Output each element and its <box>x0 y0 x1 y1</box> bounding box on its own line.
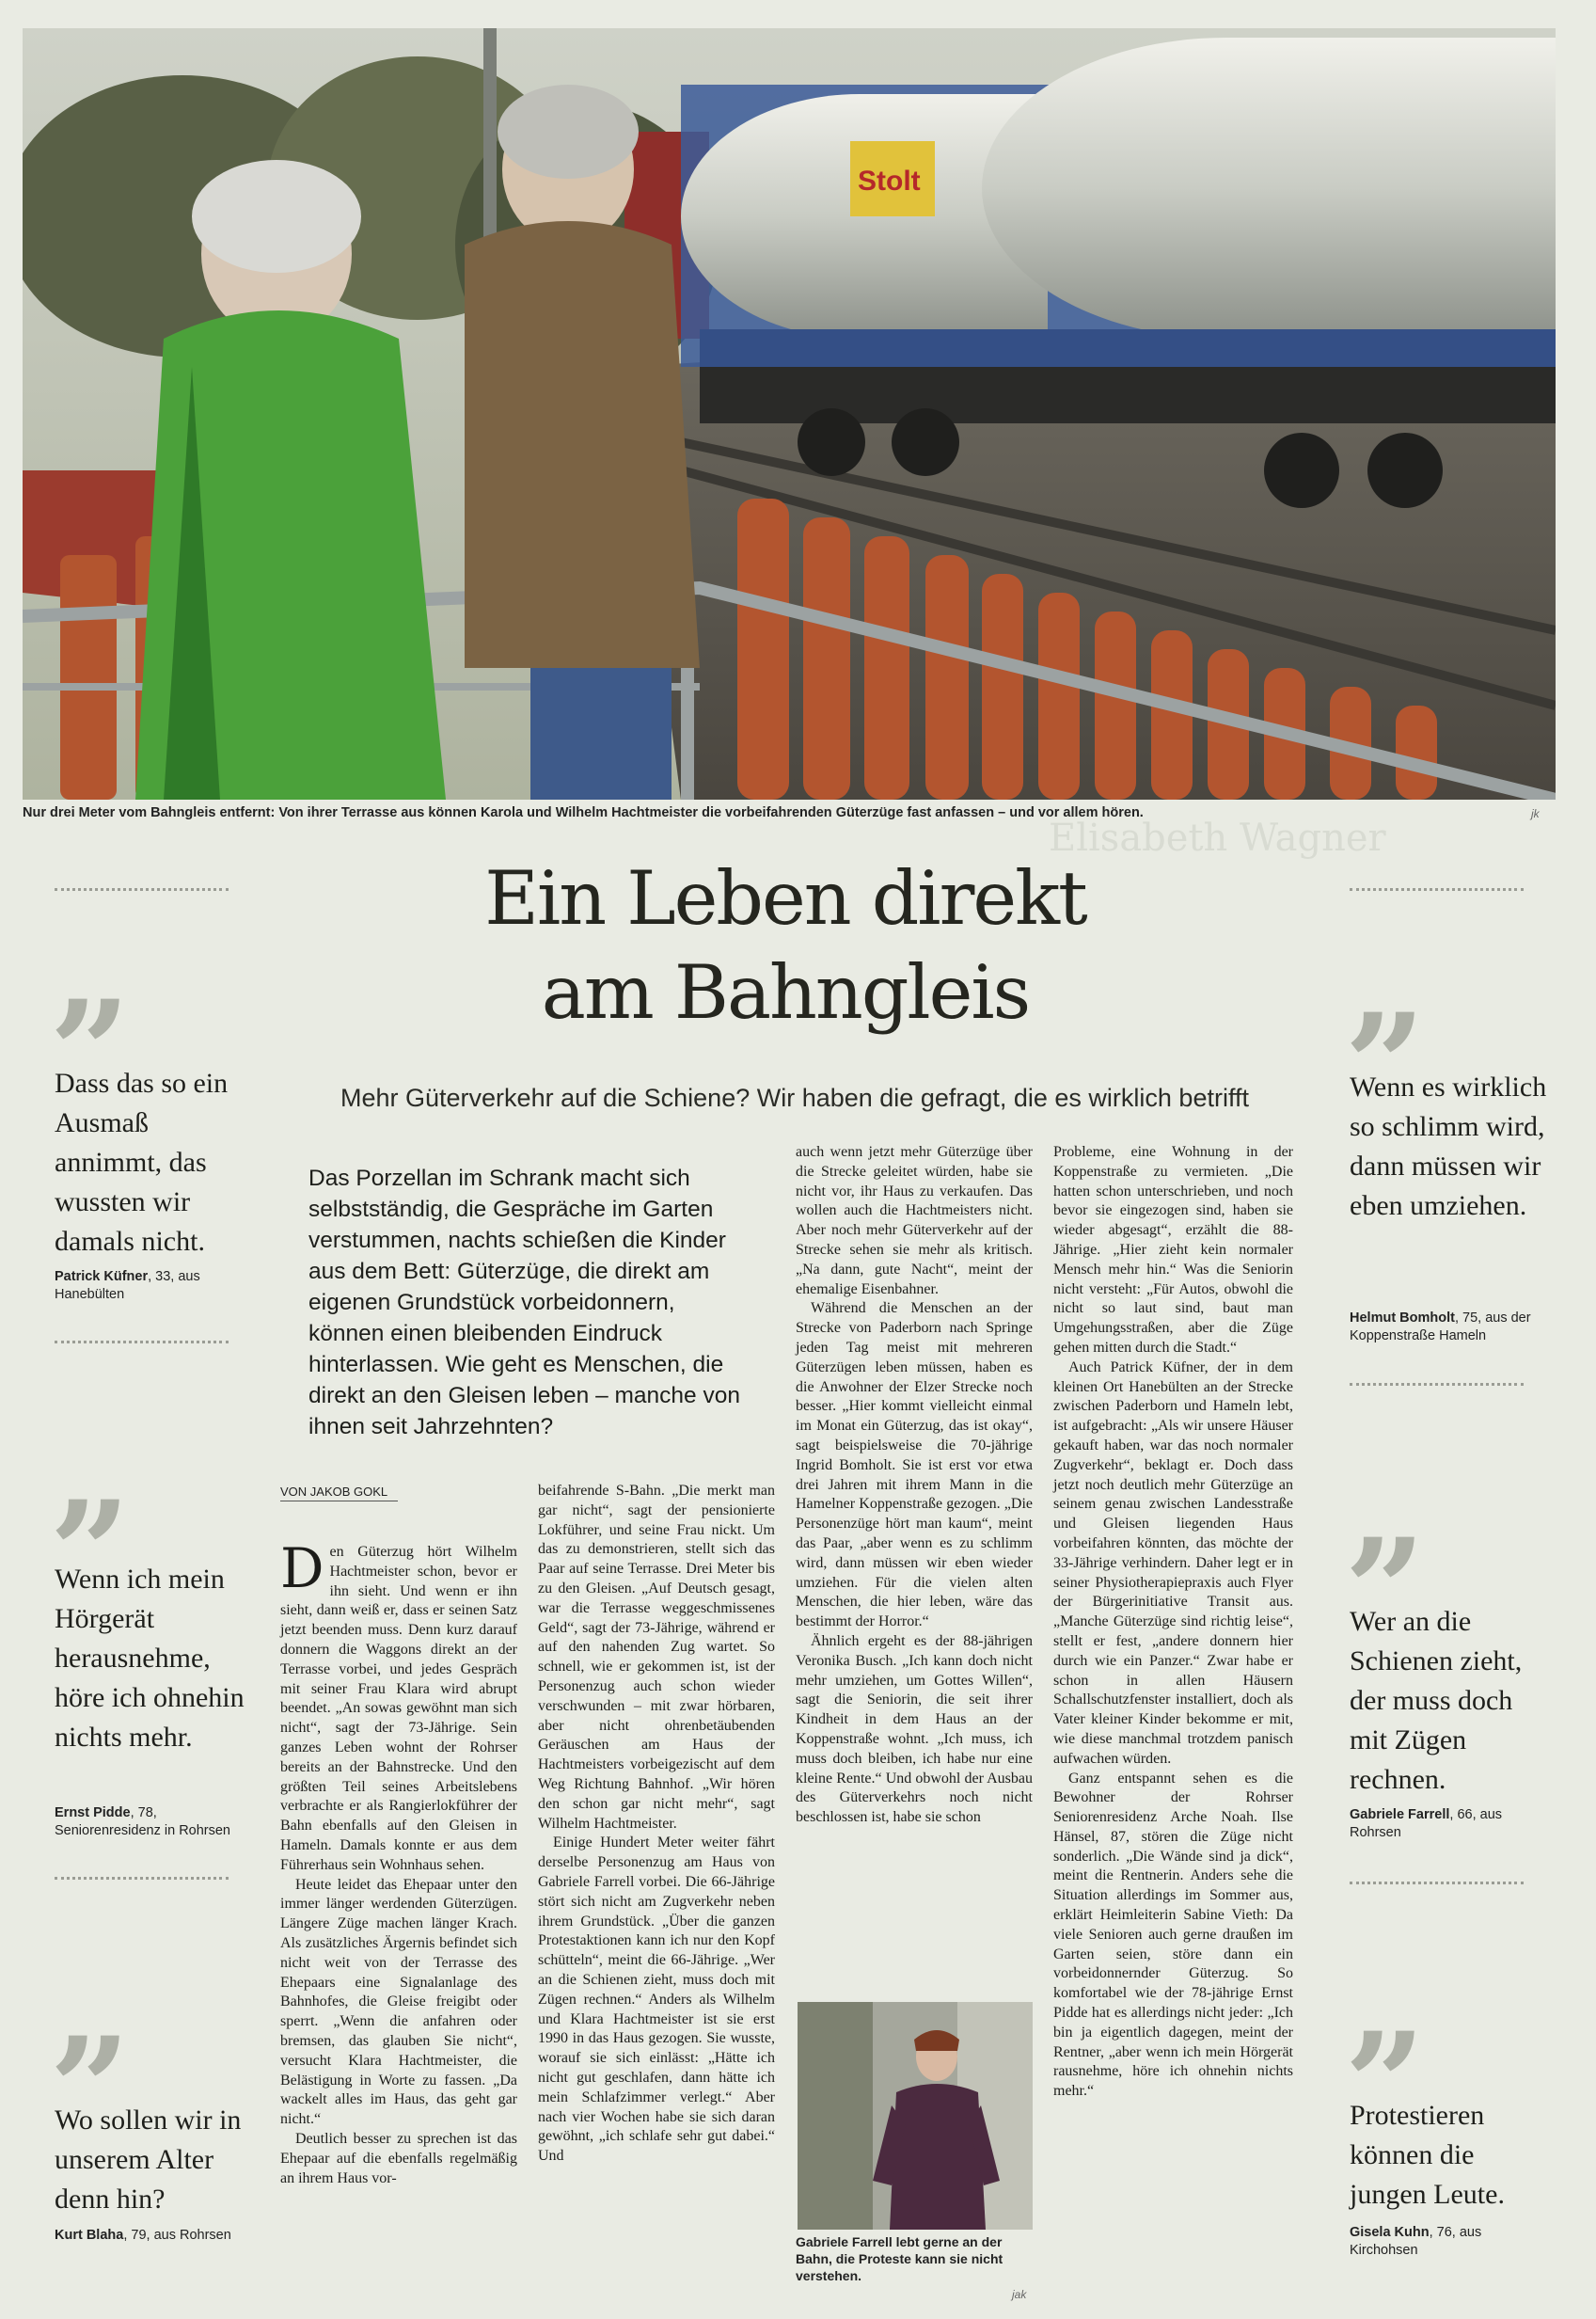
subheadline: Mehr Güterverkehr auf die Schiene? Wir haben die gefragt, die es wirklich betrifft <box>340 1084 1249 1112</box>
photo-credit: jk <box>1531 807 1540 820</box>
article-paragraph: beifahrende S-Bahn. „Die merkt man gar nicht“, sagt der pensionierte Lokführer, und seine Frau nickt. Um das zu demonstrieren, stellt sich das Paar auf seine Terrasse. Drei Meter bis zu den Gleisen. „Auf Deutsch gesagt, war die Terrasse weggeschmissenes Geld“, sagt der 73-Jährige, während er auf den nahenden Zug wartet. So schnell, wie er gekommen ist, ist der Personenzug auch schon wieder verschwunden – mit zwar hörbaren, aber nicht ohrenbetäubenden Geräuschen am Haus der Hachtmeisters vorbeigezischt auf dem Weg Richtung Bahnhof. „Wir hören den schon gar nicht mehr“, sagt Wilhelm Hachtmeister. <box>538 1483 775 1832</box>
quote-author-name: Helmut Bomholt <box>1350 1310 1455 1326</box>
quote-text: Wenn ich mein Hörgerät herausnehme, höre ich ohnehin nichts mehr. <box>55 1564 245 1753</box>
quote-text: Dass das so ein Ausmaß annimmt, das wussten wir damals nicht. <box>55 1068 229 1257</box>
article-column-3 <box>796 1143 1033 1828</box>
portrait-caption: Gabriele Farrell lebt gerne an der Bahn, die Proteste kann sie nicht verstehen. <box>796 2234 1003 2283</box>
article-paragraph: Auch Patrick Küfner, der in dem kleinen Ort Hanebülten an der Strecke zwischen Paderborn und Hameln lebt, ist aufgebracht: „Als wir unsere Häuser gekauft haben, war das noch normaler Zugverkehr“, beklagt er. Doch dass jetzt noch deutlich mehr Güterzüge an seinem genau zwischen Landesstraße und Gleisen liegenden Haus vorbeifahren könnten, das möchte der 33-Jährige verhindern. Daher legt er in seiner Physiotherapiepraxis auch Flyer der Bürgerinitiative Transit aus. „Manche Güterzüge sind richtig leise“, stellt er fest, „andere donnern hier durch wie ein Panzer.“ Zwar habe er schon in allen Häusern Schallschutzfenster installiert, doch als Vater kleiner Kinder bekomme er mit, wie diese manchmal trotzdem panisch aufwachen würden. <box>1053 1358 1293 1767</box>
article-paragraph: auch wenn jetzt mehr Güterzüge über die Strecke geleitet würden, habe sie nicht vor, ihr Haus zu verkaufen. Das wollen auch die Hachtmeisters nicht. Aber noch mehr Güterverkehr auf der Strecke sehen sie mehr als kritisch. „Na dann, gute Nacht“, meint der ehemalige Eisenbahner. <box>796 1144 1033 1297</box>
quote-author-name: Ernst Pidde <box>55 1805 131 1820</box>
quote-author-name: Kurt Blaha <box>55 2228 124 2243</box>
quote-author-info: , 78, Seniorenresidenz in Rohrsen <box>55 1805 230 1838</box>
quote-divider <box>1350 1882 1524 1884</box>
lead-paragraph: Das Porzellan im Schrank macht sich selbstständig, die Gespräche im Garten verstummen, nachts schießen die Kinder aus dem Bett: Güterzüge, die direkt am eigenen Grundstück vorbeidonnern, können einen bleibenden Eindruck hinterlassen. Wie geht es Menschen, die direkt an den Gleisen leben – manche von ihnen seit Jahrzehnten? <box>308 1166 740 1439</box>
quote-divider <box>1350 888 1524 891</box>
quote-mark-icon: „ <box>52 1926 134 2091</box>
article-column-4 <box>1053 1143 1293 2102</box>
train-photo-illustration <box>23 28 1556 800</box>
quote-text: Protestieren können die jungen Leute. <box>1350 2100 1505 2210</box>
quote-author-info: , 79, aus Rohrsen <box>123 2228 231 2243</box>
quote-text: Wo sollen wir in unserem Alter denn hin? <box>55 2105 242 2215</box>
quote-text: Wenn es wirklich so schlimm wird, dann müssen wir eben umziehen. <box>1350 1072 1547 1221</box>
quote-author <box>1350 1806 1552 1842</box>
headline-line-1: Ein Leben direkt <box>484 855 1086 942</box>
quote-mark-icon: „ <box>1347 902 1429 1068</box>
headline <box>273 851 1298 1040</box>
bleed-through-text: Elisabeth Wagner <box>1049 817 1386 860</box>
article-paragraph: Einige Hundert Meter weiter fährt derselbe Personenzug am Haus von Gabriele Farrell vorbei. Die 66-Jährige stört sich nicht am Zugverkehr neben ihrem Grundstück. „Über die ganzen Protestaktionen kann ich nur den Kopf schütteln“, meint die 66-Jährige. „Wer an die Schienen zieht, muss doch mit Zügen rechnen.“ Anders als Wilhelm und Klara Hachtmeister ist sie erst 1990 in das Haus gezogen. Sie wusste, worauf sie sich einlässt: „Hätte ich nicht gut geschlafen, dann hätte ich mein Schlafzimmer verlegt.“ Aber nach vier Wochen habe sie sich daran gewöhnt, „ich schlafe sehr gut dabei.“ Und <box>538 1835 775 2165</box>
article-paragraph: Probleme, eine Wohnung in der Koppenstraße zu vermieten. „Die hatten schon unterschrieben, und noch bevor sie eingezogen sind, haben sie wieder abgesagt“, erzählt die 88-Jährige. „Hier zieht kein normaler Mensch mehr hin.“ Was die Seniorin nicht versteht: „Für Autos, obwohl die nicht so laut sind, baut man Umgehungsstraßen, aber die Züge gehen mitten durch die Stadt.“ <box>1053 1144 1293 1356</box>
quote-mark-icon: „ <box>1347 1921 1429 2087</box>
article-column-2 <box>538 1482 775 2167</box>
article-paragraph-text: en Güterzug hört Wilhelm Hachtmeister schon, bevor er ihn sieht. Und wenn er ihn sieht, dann weiß er, dass er seinen Satz jetzt beenden muss. Denn kurz darauf donnern die Waggons direkt an der Terrasse vorbei, und jedes Gespräch mit seiner Frau Klara wird abrupt beendet. „An sowas gewöhnt man sich nicht“, sagt der 73-Jährige. Sein ganzes Leben wohnt der Rohrser bereits an der Bahnstrecke. Und den größten Teil seines Arbeitslebens verbrachte er als Rangierlokführer der Bahn ebenfalls auf den Gleisen in Hameln. Damals konnte er aus dem Führerhaus sein Wohnhaus sehen. <box>280 1544 517 1873</box>
quote-divider <box>55 1877 229 1880</box>
article-paragraph: Deutlich besser zu sprechen ist das Ehepaar auf die ebenfalls regelmäßig an ihrem Haus vor- <box>280 2130 517 2186</box>
quote-author <box>55 1268 243 1304</box>
quote-author-info: , 76, aus Kirchohsen <box>1350 2225 1482 2258</box>
quote-mark-icon: „ <box>52 889 134 1055</box>
article-column-1 <box>280 1536 517 2188</box>
drop-cap: D <box>280 1536 324 1600</box>
quote-author <box>1350 2224 1552 2260</box>
quote-mark-icon: „ <box>1347 1427 1429 1593</box>
headline-line-2: am Bahngleis <box>541 949 1030 1036</box>
quote-author <box>55 2227 243 2245</box>
article-paragraph: Während die Menschen an der Strecke von Paderborn nach Springe jeden Tag meist mit mehreren Güterzügen leben müssen, haben es die Anwohner der Elzer Strecke noch besser. „Hier kommt vielleicht einmal im Monat ein Güterzug, das ist okay“, sagt beispielsweise die 70-jährige Ingrid Bomholt. Sie ist erst vor etwa drei Jahren mit ihrem Mann in die Hamelner Koppenstraße gezogen. „Die Personenzüge hört man kaum“, meint das Paar, „aber wenn es zu schlimm wird, dann müssen wir eben wieder umziehen. Für die vielen alten Menschen, die hier leben, wäre das bestimmt der Horror.“ <box>796 1300 1033 1630</box>
main-photo <box>23 28 1556 800</box>
portrait-credit: jak <box>1012 2288 1027 2301</box>
quote-divider <box>1350 1383 1524 1386</box>
quote-author-info: , 66, aus Rohrsen <box>1350 1807 1503 1840</box>
article-paragraph <box>280 1536 517 1876</box>
quote-divider <box>55 1341 229 1343</box>
quote-author <box>55 1804 243 1840</box>
portrait-photo <box>798 2002 1033 2230</box>
quote-author-info: , 75, aus der Koppenstraße Hameln <box>1350 1310 1531 1343</box>
tank-label: Stolt <box>858 166 921 197</box>
article-paragraph: Ganz entspannt sehen es die Bewohner der Rohrser Seniorenresidenz Arche Noah. Ilse Hänsel, 87, stören die Züge nicht sonderlich. „Die Wände sind ja dick“, meint die Rentnerin. Anders sehe die Situation allerdings im Sommer aus, erklärt Heimleiterin Sabine Vieth: Da viele Senioren auch gerne draußen im Garten seien, störe dann ein vorbeidonnernder Güterzug. So komfortabel wie der 78-jährige Ernst Pidde hat es allerdings nicht jeder: „Ich bin ja eigentlich dagegen, meint der Rentner, „aber wenn ich mein Hörgerät rausnehme, höre ich ohnehin nichts mehr.“ <box>1053 1770 1293 2100</box>
quote-mark-icon: „ <box>52 1390 134 1555</box>
quote-author-info: , 33, aus Hanebülten <box>55 1269 200 1302</box>
quote-author-name: Gabriele Farrell <box>1350 1807 1450 1822</box>
article-paragraph: Ähnlich ergeht es der 88-jährigen Veronika Busch. „Ich kann doch nicht mehr umziehen, um Gottes Willen“, sagt die Seniorin, die seit ihrer Kindheit in dem Haus an der Koppenstraße wohnt. „Ich muss, ich muss doch bleiben, ich habe nur eine kleine Rente.“ Und obwohl der Ausbau des Güterverkehrs noch nicht beschlossen ist, habe sie schon <box>796 1632 1033 1826</box>
quote-author-name: Patrick Küfner <box>55 1269 149 1284</box>
quote-text: Wer an die Schienen zieht, der muss doch mit Zügen rechnen. <box>1350 1606 1523 1795</box>
quote-author-name: Gisela Kuhn <box>1350 2225 1430 2240</box>
photo-caption: Nur drei Meter vom Bahngleis entfernt: Von ihrer Terrasse aus können Karola und Wilhelm Hachtmeister die vorbeifahrenden Güterzüge fast anfassen – und vor allem hören. <box>23 805 1144 820</box>
article-paragraph: Heute leidet das Ehepaar unter den immer länger werdenden Güterzügen. Längere Züge machen länger Krach. Als zusätzliches Ärgernis befindet sich nicht weit von der Terrasse des Ehepaars eine Signalanlage des Bahnhofes, die Gleise freigibt oder sperrt. „Wenn die anfahren oder bremsen, das glauben Sie nicht“, versucht Klara Hachtmeister, die Belästigung in Worte zu fassen. „Da wackelt alles im Haus, das geht gar nicht.“ <box>280 1876 517 2128</box>
quote-author <box>1350 1310 1552 1345</box>
portrait-illustration <box>798 2002 1033 2230</box>
byline: VON JAKOB GOKL <box>280 1485 398 1501</box>
